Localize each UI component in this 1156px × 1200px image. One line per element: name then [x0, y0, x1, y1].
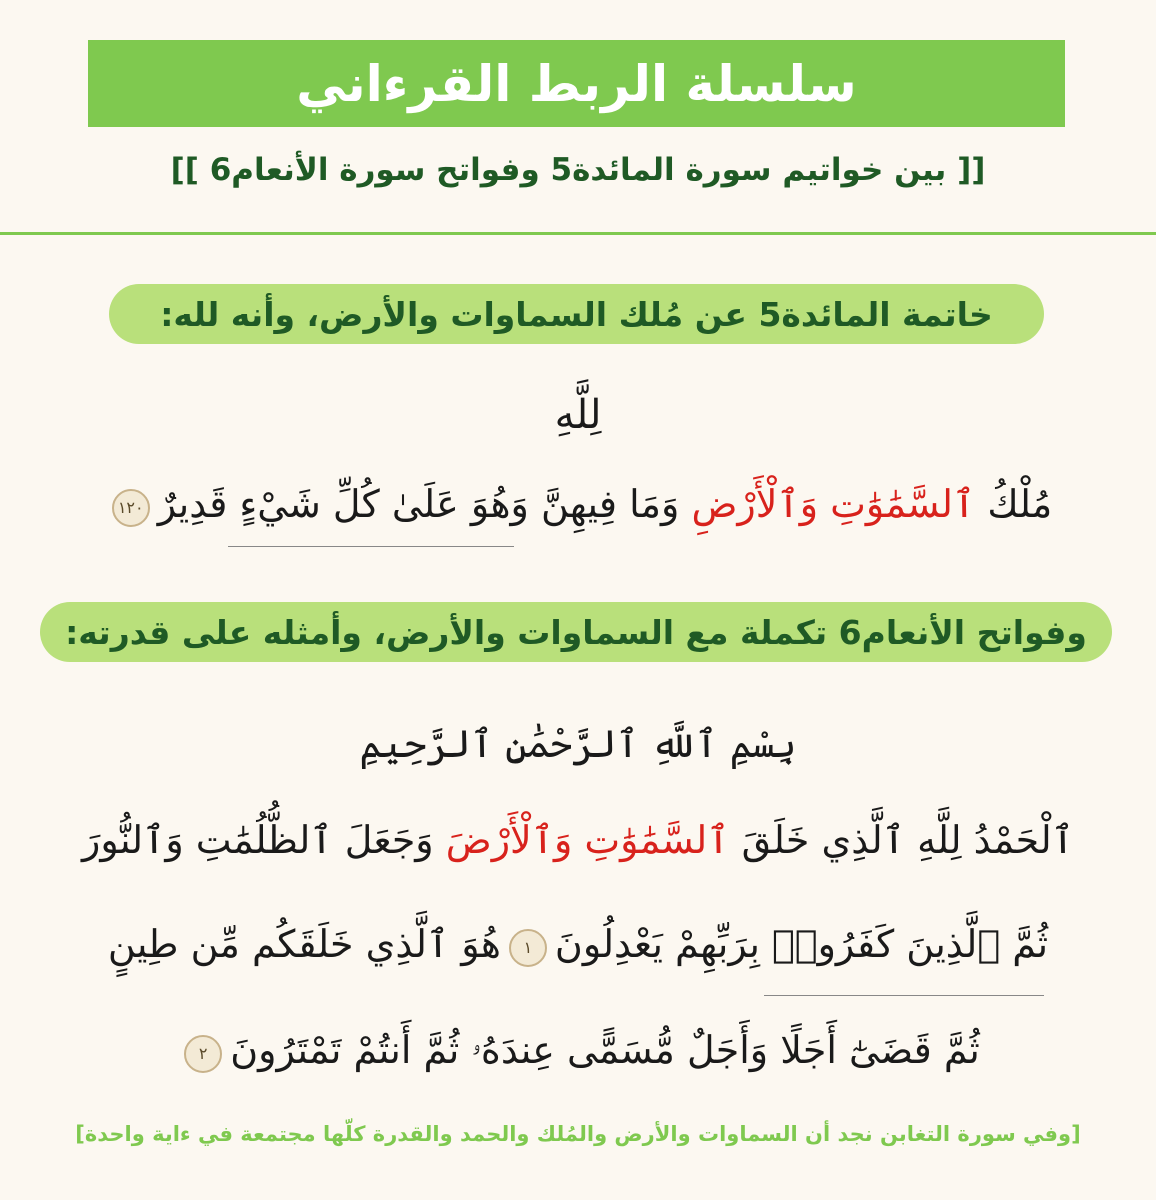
verse-text: ثُمَّ ٱلَّذِينَ كَفَرُوا۟ بِرَبِّهِمْ يَعْدِلُونَ [554, 922, 1049, 966]
maidah-verse-120 [0, 482, 1156, 527]
basmala: بِسْمِ ٱللَّهِ ٱلرَّحْمَٰنِ ٱلرَّحِيمِ [359, 722, 797, 766]
page-title: سلسلة الربط القرءاني [296, 54, 857, 113]
verse-underline [228, 546, 514, 547]
ayah-number-icon: ١ [509, 929, 547, 967]
section1-heading-pill [109, 284, 1044, 344]
section1-heading: خاتمة المائدة5 عن مُلك السماوات والأرض، وأنه لله: [160, 294, 993, 334]
anam-verse-line-2 [0, 922, 1156, 967]
verse-text: هُوَ ٱلَّذِي خَلَقَكُم مِّن طِينٍ [107, 922, 501, 966]
verse-highlight: ٱلسَّمَٰوَٰتِ وَٱلْأَرْضِ [691, 482, 976, 526]
ayah-number-icon: ٢ [184, 1035, 222, 1073]
title-banner [88, 40, 1065, 127]
page-subtitle: [[ بين خواتيم سورة المائدة5 وفواتح سورة الأنعام6 ]] [170, 152, 986, 188]
section2-heading-pill [40, 602, 1112, 662]
verse-text: وَمَا فِيهِنَّ وَهُوَ عَلَىٰ كُلِّ شَيْءٍ قَدِيرٌ [157, 482, 692, 526]
verse-text: ثُمَّ قَضَىٰٓ أَجَلًا وَأَجَلٌ مُّسَمًّى عِندَهُۥ ثُمَّ أَنتُمْ تَمْتَرُونَ [230, 1028, 980, 1072]
header-divider [0, 232, 1156, 235]
verse-highlight: ٱلسَّمَٰوَٰتِ وَٱلْأَرْضَ [445, 818, 730, 862]
verse-text: ٱلْحَمْدُ لِلَّهِ ٱلَّذِي خَلَقَ [729, 818, 1074, 862]
ayah-number-icon: ١٢٠ [112, 489, 150, 527]
anam-verse-line-1 [0, 818, 1156, 862]
verse-text: وَجَعَلَ ٱلظُّلُمَٰتِ وَٱلنُّورَ [82, 818, 446, 862]
verse-underline [764, 995, 1044, 996]
verse-lillah: لِلَّهِ [554, 392, 602, 438]
anam-verse-line-3 [0, 1028, 1156, 1073]
verse-text: مُلْكُ [975, 482, 1053, 526]
footer-note: [وفي سورة التغابن نجد أن السماوات والأرض والمُلك والحمد والقدرة كلّها مجتمعة في ءاية واحدة] [75, 1122, 1081, 1146]
section2-heading: وفواتح الأنعام6 تكملة مع السماوات والأرض، وأمثله على قدرته: [65, 612, 1087, 652]
